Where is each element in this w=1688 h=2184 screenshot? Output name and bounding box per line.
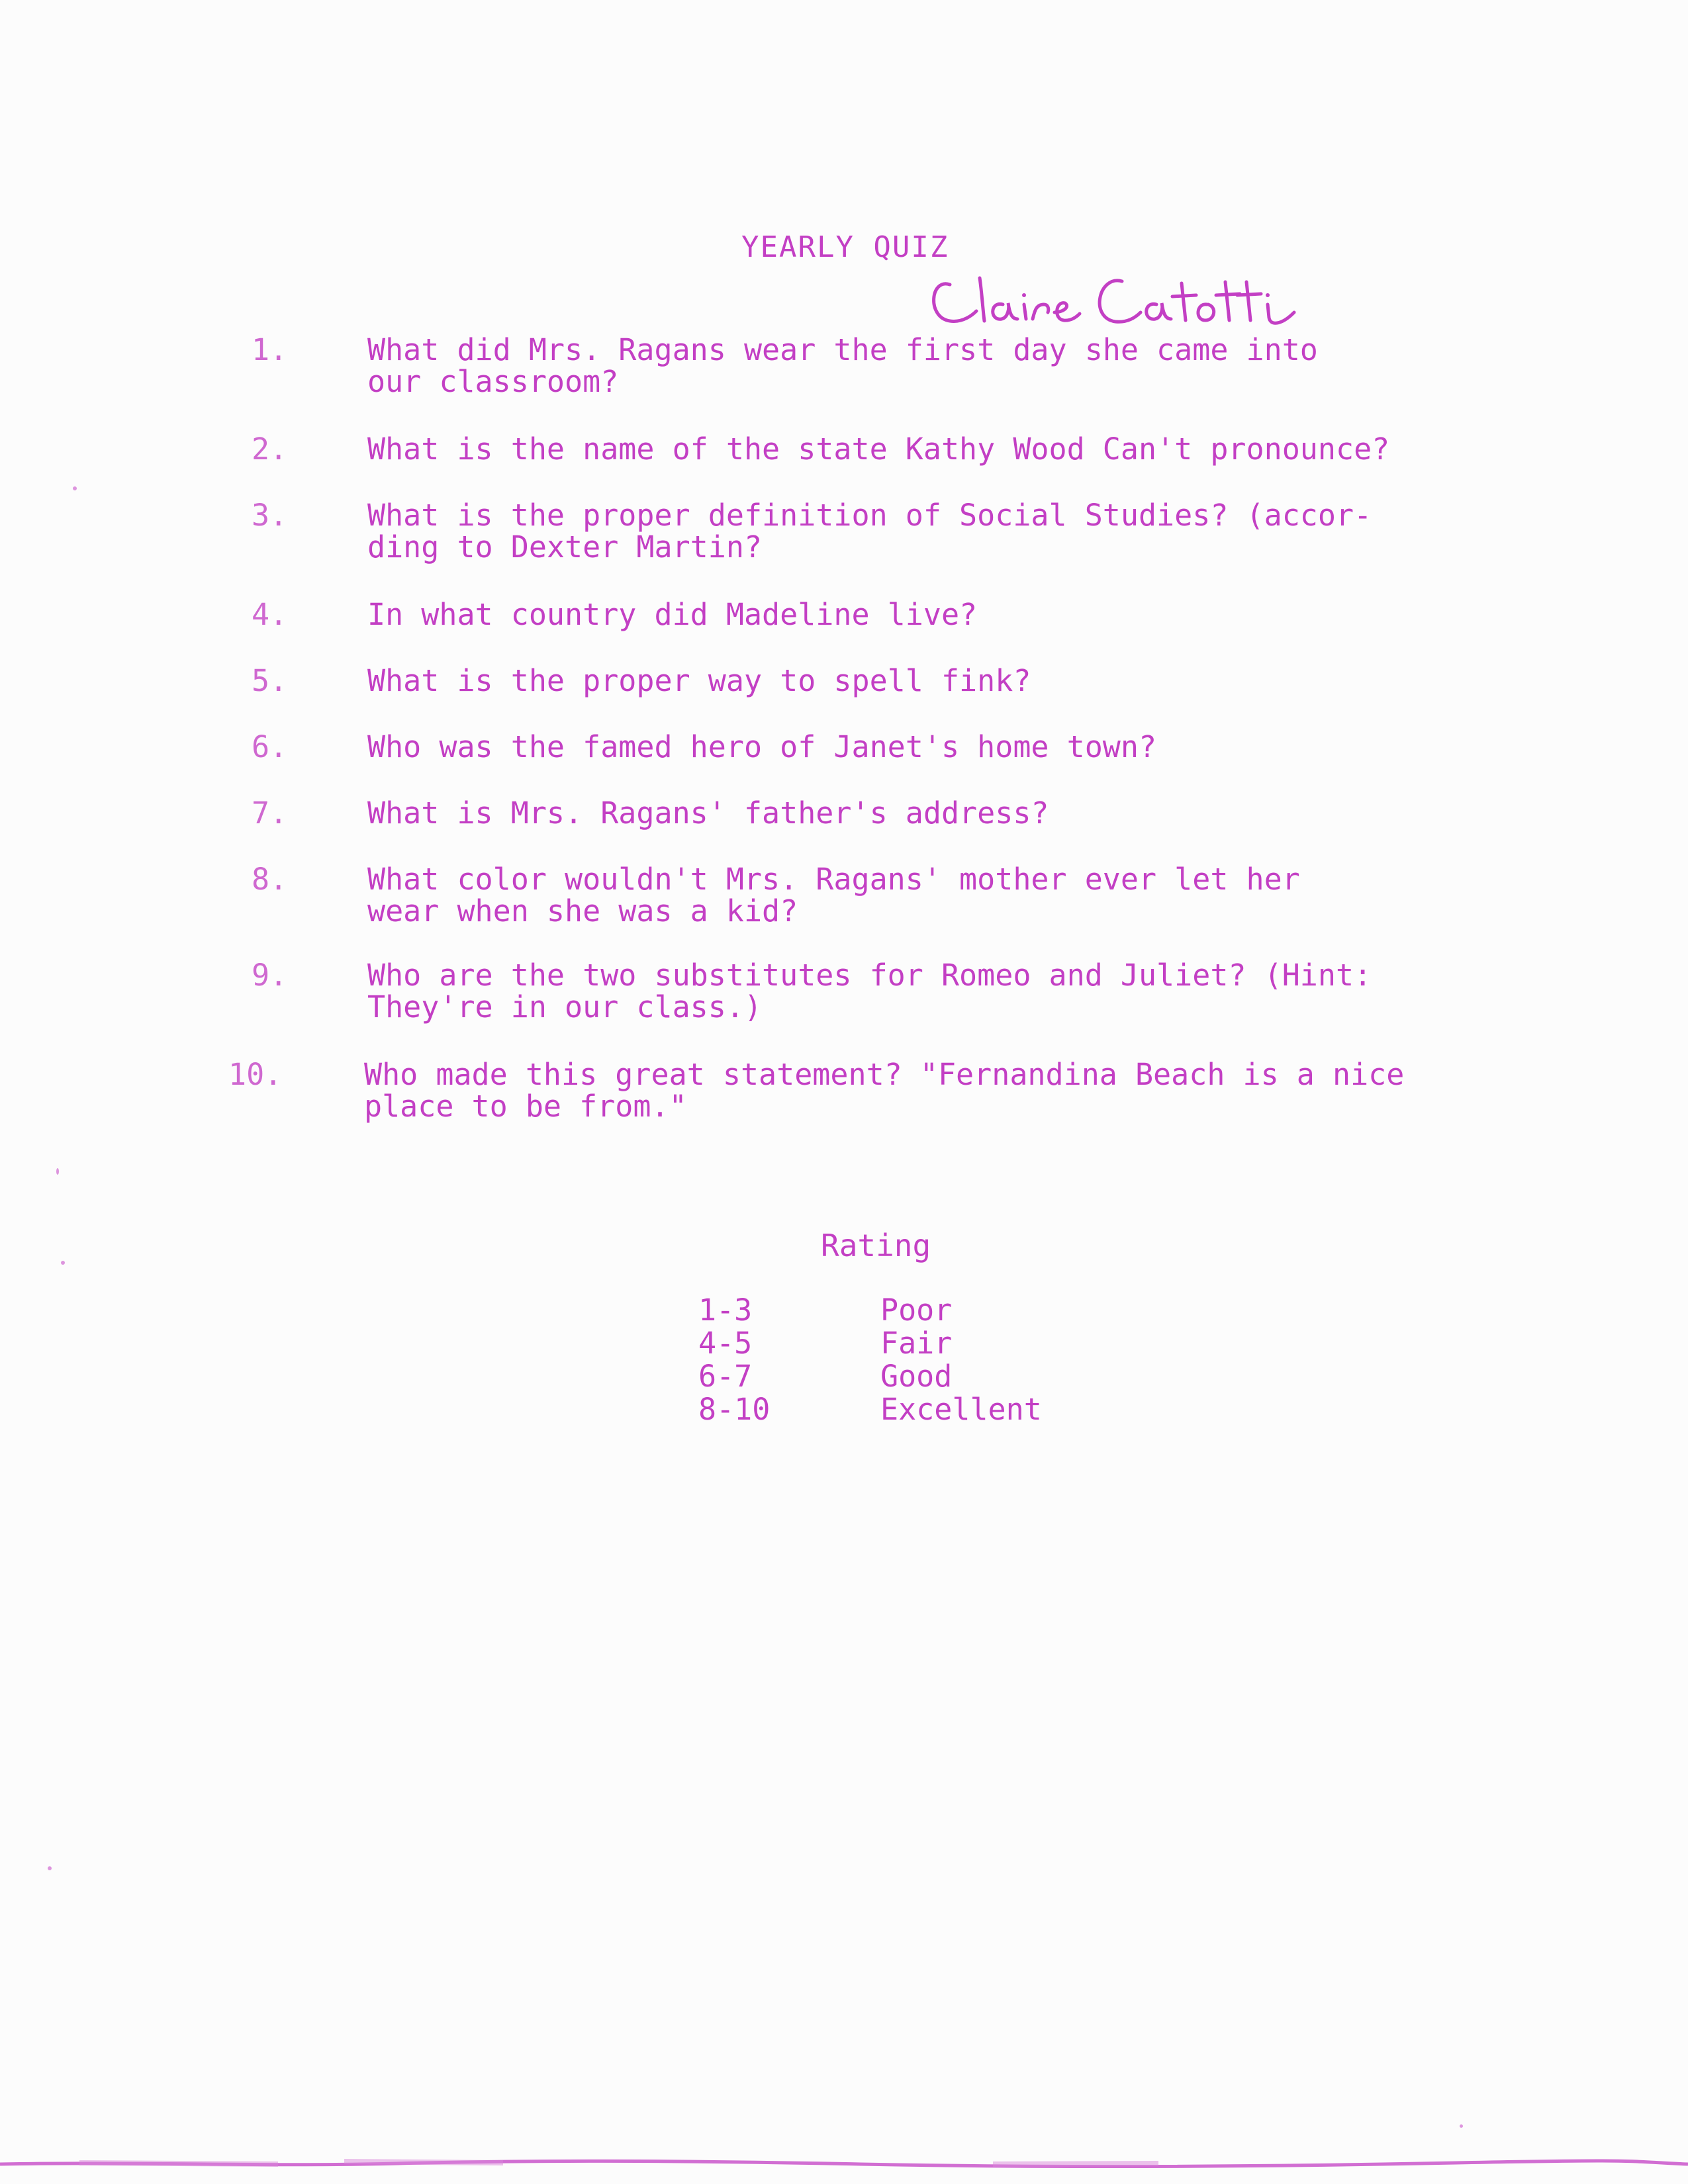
question-number: 7.: [252, 796, 288, 831]
rating-range: 6-7: [698, 1359, 753, 1394]
rating-heading: Rating: [821, 1228, 931, 1263]
question-text: What color wouldn't Mrs. Ragans' mother ever let her wear when she was a kid?: [367, 862, 1300, 929]
ink-speck: [61, 1261, 65, 1265]
ink-speck: [48, 1866, 52, 1870]
question-text: Who was the famed hero of Janet's home town?: [367, 729, 1157, 764]
question-number: 3.: [252, 498, 288, 533]
rating-row: [698, 1393, 1042, 1426]
ink-speck: [56, 1168, 59, 1175]
question-number: 9.: [252, 958, 288, 993]
question-number: 1.: [252, 332, 288, 367]
rating-range: 8-10: [698, 1392, 771, 1427]
page-title: YEARLY QUIZ: [741, 230, 949, 264]
rating-row: [698, 1360, 1042, 1393]
question-number: 2.: [252, 432, 288, 467]
rating-label: Good: [880, 1359, 953, 1394]
question-number: 8.: [252, 862, 288, 897]
question-number: 4.: [252, 597, 288, 632]
bottom-edge-smudge: [0, 2156, 1688, 2169]
question-text: What is the proper definition of Social Studies? (accor- ding to Dexter Martin?: [367, 498, 1372, 565]
question-number: 6.: [252, 729, 288, 764]
rating-label: Fair: [880, 1326, 953, 1361]
rating-row: [698, 1327, 1042, 1360]
ink-speck: [1460, 2124, 1463, 2128]
question-text: In what country did Madeline live?: [367, 597, 978, 632]
rating-label: Excellent: [880, 1392, 1042, 1427]
rating-range: 4-5: [698, 1326, 753, 1361]
rating-label: Poor: [880, 1293, 953, 1328]
question-text: What is Mrs. Ragans' father's address?: [367, 796, 1049, 831]
ink-speck: [73, 486, 77, 490]
question-text: Who made this great statement? "Fernandina Beach is a nice place to be from.": [364, 1057, 1405, 1124]
question-number: 5.: [252, 663, 288, 698]
question-text: What did Mrs. Ragans wear the first day she came into our classroom?: [367, 332, 1318, 399]
rating-range: 1-3: [698, 1293, 753, 1328]
question-number: 10.: [228, 1057, 283, 1092]
question-text: What is the name of the state Kathy Wood Can't pronounce?: [367, 432, 1390, 467]
rating-row: [698, 1294, 1042, 1327]
rating-table: [698, 1294, 1042, 1426]
question-text: What is the proper way to spell fink?: [367, 663, 1031, 698]
question-text: Who are the two substitutes for Romeo and Juliet? (Hint: They're in our class.): [367, 958, 1372, 1024]
